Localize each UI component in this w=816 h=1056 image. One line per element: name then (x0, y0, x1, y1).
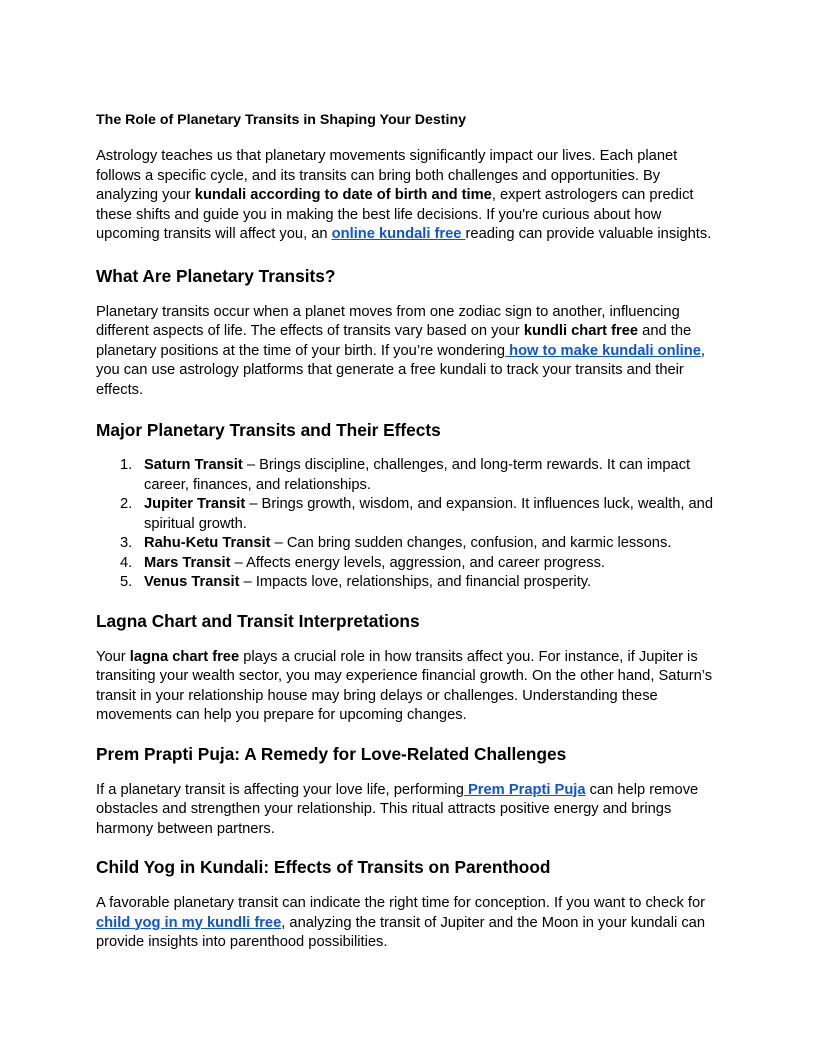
prem-text-2: can help remove obstacles and strengthen your relationship. This ritual attracts positive energy and brings harmony between partners. (96, 781, 699, 837)
child-paragraph (96, 894, 720, 953)
child-text-2: , analyzing the transit of Jupiter and the Moon in your kundali can provide insights into parenthood possibilities. (96, 914, 706, 950)
lagna-bold-keyword: lagna chart free (129, 648, 240, 665)
list-item-desc: – Impacts love, relationships, and financial prosperity. (239, 574, 592, 590)
heading-major-transits: Major Planetary Transits and Their Effects (96, 420, 441, 440)
prem-paragraph (96, 781, 720, 840)
heading-child-yog: Child Yog in Kundali: Effects of Transits on Parenthood (96, 857, 551, 877)
list-item-name: Mars Transit (144, 554, 231, 571)
list-item (96, 573, 720, 593)
list-number: 3. (120, 535, 133, 551)
list-item-name: Rahu-Ketu Transit (144, 535, 271, 551)
what-text-1: Planetary transits occur when a planet moves from one zodiac sign to another, influencing different aspects of life. The effects of transits vary based on your (96, 303, 680, 339)
list-item-name: Jupiter Transit (144, 496, 246, 512)
list-number: 5. (120, 574, 133, 590)
list-number: 4. (120, 554, 133, 571)
list-item (96, 554, 720, 574)
intro-bold-keyword: kundali according to date of birth and time (194, 187, 492, 203)
transit-list (96, 456, 720, 593)
list-item-desc: – Affects energy levels, aggression, and career progress. (230, 554, 605, 571)
lagna-paragraph (96, 648, 720, 726)
prem-text-1: If a planetary transit is affecting your love life, performing (96, 781, 464, 798)
list-item-desc: – Brings growth, wisdom, and expansion. It influences luck, wealth, and spiritual growth. (144, 496, 714, 532)
lagna-text-2: plays a crucial role in how transits affect you. For instance, if Jupiter is transiting your wealth sector, you may experience financial growth. On the other hand, Saturn’s transit in your relationship house may bring delays or challenges. Understanding these movements can help you prepare for upcoming changes. (96, 648, 713, 723)
heading-lagna-chart: Lagna Chart and Transit Interpretations (96, 610, 420, 631)
intro-text-1: Astrology teaches us that planetary movements significantly impact our lives. Each planet follows a specific cycle, and its transits can bring both challenges and opportunities. By analyzing your (96, 148, 678, 203)
list-number: 1. (120, 457, 133, 473)
intro-text-3: reading can provide valuable insights. (465, 226, 712, 242)
list-item-desc: – Brings discipline, challenges, and long-term rewards. It can impact career, finances, and relationships. (144, 457, 691, 493)
list-item (96, 495, 720, 534)
list-item-name: Saturn Transit (144, 457, 243, 473)
heading-what-are-transits: What Are Planetary Transits? (96, 265, 336, 286)
online-kundali-free-link[interactable]: online kundali free (331, 226, 466, 242)
child-text-1: A favorable planetary transit can indicate the right time for conception. If you want to check for (96, 895, 706, 911)
lagna-text-1: Your (96, 648, 130, 665)
list-number: 2. (120, 496, 133, 512)
heading-prem-prapti-puja: Prem Prapti Puja: A Remedy for Love-Related Challenges (96, 743, 567, 764)
list-item (96, 534, 720, 554)
what-text-3: , you can use astrology platforms that generate a free kundali to track your transits and their effects. (96, 342, 705, 398)
what-paragraph (96, 303, 720, 401)
list-item-desc: – Can bring sudden changes, confusion, and karmic lessons. (270, 535, 672, 551)
document-body (96, 111, 720, 953)
how-to-make-kundali-link[interactable]: how to make kundali online (505, 342, 701, 359)
list-item (96, 456, 720, 495)
intro-text-2: , expert astrologers can predict these shifts and guide you in making the best life decisions. If you're curious about how upcoming transits will affect you, an (96, 187, 694, 242)
what-bold-keyword: kundli chart free (523, 323, 639, 339)
prem-prapti-puja-link[interactable]: Prem Prapti Puja (463, 781, 586, 798)
document-title: The Role of Planetary Transits in Shaping Your Destiny (96, 112, 467, 128)
list-item-name: Venus Transit (144, 574, 240, 590)
child-yog-kundli-link[interactable]: child yog in my kundli free (96, 914, 282, 931)
what-text-2: and the planetary positions at the time of your birth. If you’re wondering (96, 323, 692, 359)
intro-paragraph (96, 147, 720, 245)
